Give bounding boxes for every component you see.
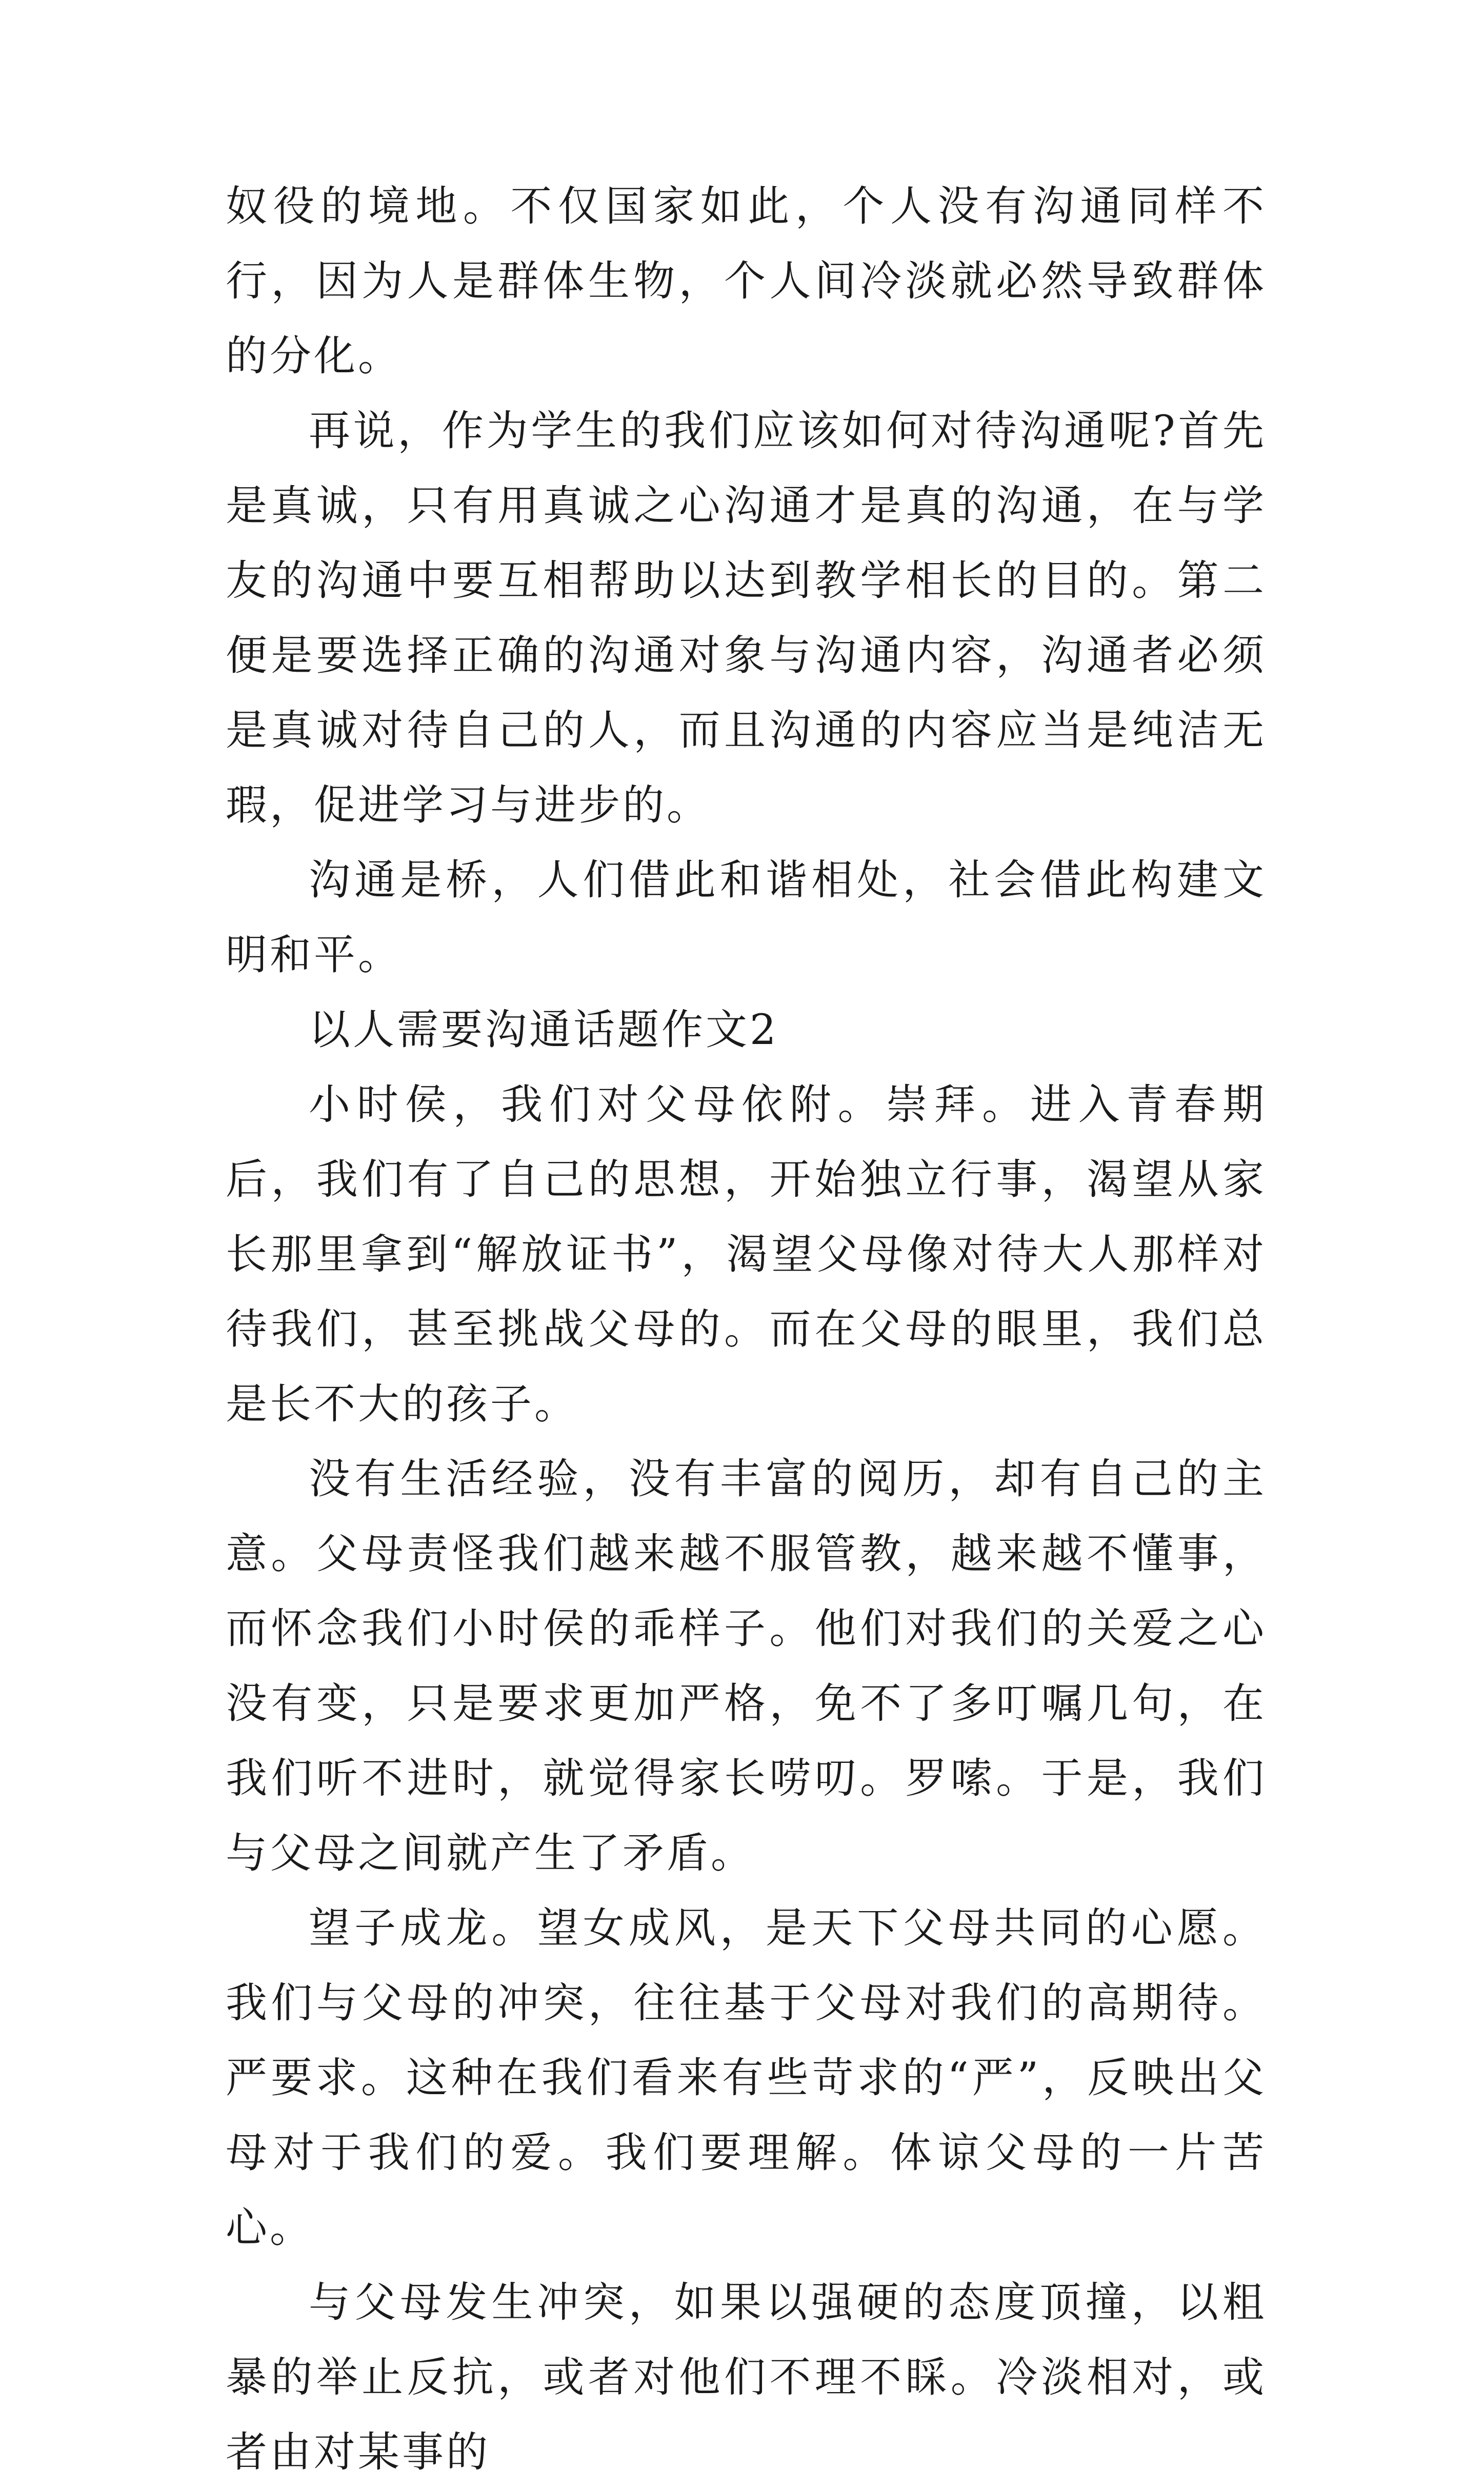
paragraph-4: 小时侯，我们对父母依附。崇拜。进入青春期后，我们有了自己的思想，开始独立行事，渴望从家长那里拿到“解放证书”，渴望父母像对待大人那样对待我们，甚至挑战父母的。而在父母的眼里，我们总是长不大的孩子。 (226, 1081, 1267, 1429)
paragraph-7: 与父母发生冲突，如果以强硬的态度顶撞，以粗暴的举止反抗，或者对他们不理不睬。冷淡相对，或者由对某事的 (226, 2279, 1267, 2477)
paragraph-3: 沟通是桥，人们借此和谐相处，社会借此构建文明和平。 (226, 856, 1267, 979)
document-body (226, 169, 1267, 2490)
paragraph-5: 没有生活经验，没有丰富的阅历，却有自己的主意。父母责怪我们越来越不服管教，越来越不懂事，而怀念我们小时侯的乖样子。他们对我们的关爱之心没有变，只是要求更加严格，免不了多叮嘱几句，在我们听不进时，就觉得家长唠叨。罗嗦。于是，我们与父母之间就产生了矛盾。 (226, 1455, 1267, 1878)
paragraph-6: 望子成龙。望女成风，是天下父母共同的心愿。我们与父母的冲突，往往基于父母对我们的高期待。严要求。这种在我们看来有些苛求的“严”，反映出父母对于我们的爱。我们要理解。体谅父母的一片苦心。 (226, 1904, 1267, 2252)
paragraph-2: 再说，作为学生的我们应该如何对待沟通呢?首先是真诚，只有用真诚之心沟通才是真的沟通，在与学友的沟通中要互相帮助以达到教学相长的目的。第二便是要选择正确的沟通对象与沟通内容，沟通者必须是真诚对待自己的人，而且沟通的内容应当是纯洁无瑕，促进学习与进步的。 (226, 407, 1267, 830)
paragraph-1: 奴役的境地。不仅国家如此，个人没有沟通同样不行，因为人是群体生物，个人间冷淡就必然导致群体的分化。 (226, 183, 1267, 380)
section-heading: 以人需要沟通话题作文2 (309, 1006, 779, 1054)
